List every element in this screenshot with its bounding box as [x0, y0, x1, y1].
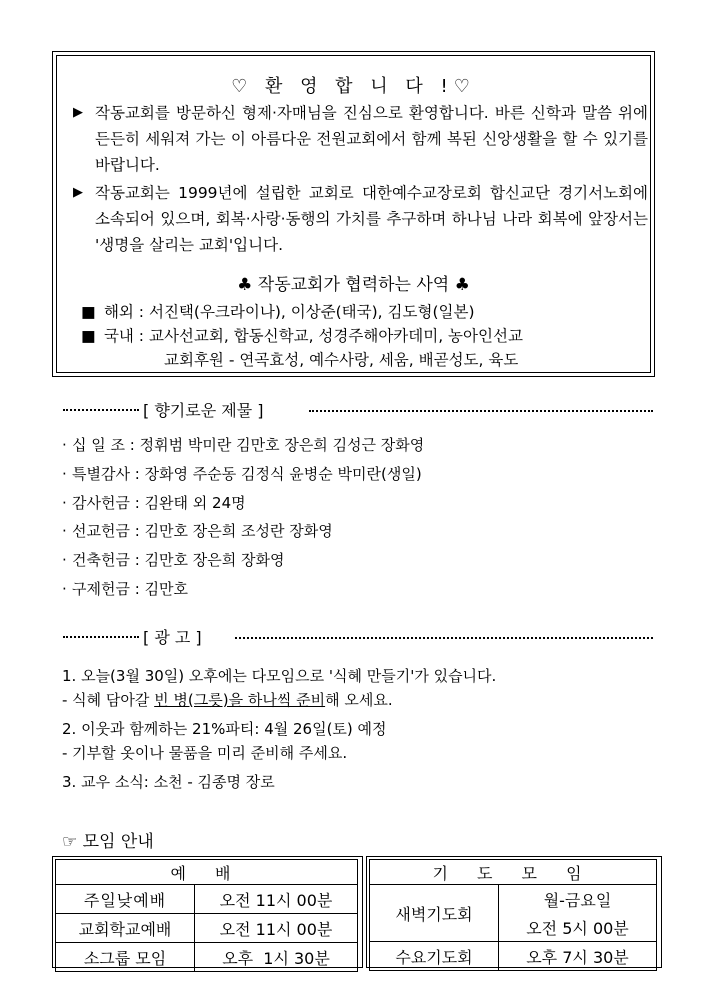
offering-label: 구제헌금 [72, 580, 130, 598]
announcement-1-detail [62, 688, 393, 712]
mission-domestic [81, 324, 523, 348]
worship-name: 주일낮예배 [56, 885, 195, 914]
offering-label: 선교헌금 [72, 522, 130, 540]
prayer-days: 월-금요일 [499, 885, 657, 914]
meetings-title: ☞ 모임 안내 [62, 832, 154, 852]
welcome-paragraph-2 [73, 180, 648, 258]
prayer-name: 수요기도회 [370, 942, 499, 971]
dotted-rule [63, 409, 139, 411]
announcement-1: 1. 오늘(3월 30일) 오후에는 다모임으로 '식혜 만들기'가 있습니다. [62, 667, 497, 685]
worship-header: 예 배 [56, 860, 358, 885]
offerings-header-label: [ 향기로운 제물 ] [143, 401, 264, 420]
offering-names: 장화영 주순동 김정식 윤병순 박미란(생일) [144, 465, 422, 483]
prayer-time: 오후 7시 30분 [499, 942, 657, 971]
offering-row: · 건축헌금 : 김만호 장은희 장화영 [62, 551, 285, 569]
dotted-rule [235, 637, 653, 639]
welcome-paragraph-1-text: 작동교회를 방문하신 형제·자매님을 진심으로 환영합니다. 바른 신학과 말씀 위에 든든히 세워져 가는 이 아름다운 전원교회에서 함께 복된 신앙생활을 할 수 있기를 바랍니다. [95, 104, 648, 174]
mission-overseas [81, 300, 475, 324]
prayer-name: 새벽기도회 [370, 885, 499, 942]
announcement-1-detail-post: 해 오세요. [325, 691, 393, 709]
square-bullet-icon: ■ [81, 303, 96, 321]
offering-row: · 선교헌금 : 김만호 장은희 조성란 장화영 [62, 522, 333, 540]
offering-names: 김완태 외 24명 [144, 494, 246, 512]
announcement-2: 2. 이웃과 함께하는 21%파티: 4월 26일(토) 예정 [62, 720, 387, 738]
mission-title: ♣ 작동교회가 협력하는 사역 ♣ [237, 275, 470, 295]
announcements-header [63, 628, 653, 648]
domestic-line-1: 교사선교회, 합동신학교, 성경주해아카데미, 농아인선교 [148, 327, 523, 345]
offering-row: · 감사헌금 : 김완태 외 24명 [62, 494, 246, 512]
worship-name: 교회학교예배 [56, 914, 195, 943]
dotted-rule [309, 410, 653, 412]
announcement-3: 3. 교우 소식: 소천 - 김종명 장로 [62, 773, 275, 791]
triangle-bullet-icon: ▶ [73, 105, 83, 120]
offering-label: 특별감사 [72, 465, 130, 483]
domestic-label: 국내 : [103, 327, 145, 345]
overseas-text: 서진택(우크라이나), 이상준(태국), 김도형(일본) [148, 303, 475, 321]
offering-label: 건축헌금 [72, 551, 130, 569]
prayer-time: 오전 5시 00분 [499, 913, 657, 942]
domestic-line-2: 교회후원 - 연곡효성, 예수사랑, 세움, 배곧성도, 육도 [164, 351, 519, 369]
worship-time: 오후 1시 30분 [195, 943, 358, 972]
offering-row: · 구제헌금 : 김만호 [62, 580, 189, 598]
welcome-box [52, 51, 655, 377]
offering-names: 김만호 장은희 조성란 장화영 [144, 522, 333, 540]
offering-names: 김만호 [144, 580, 189, 598]
welcome-inner-frame [56, 55, 651, 373]
worship-time: 오전 11시 00분 [195, 914, 358, 943]
worship-time: 오전 11시 00분 [195, 885, 358, 914]
offering-row: · 특별감사 : 장화영 주순동 김정식 윤병순 박미란(생일) [62, 465, 422, 483]
announcements-header-label: [ 광 고 ] [143, 628, 202, 647]
worship-name: 소그룹 모임 [56, 943, 195, 972]
announcement-1-detail-pre: - 식혜 담아갈 [62, 691, 155, 709]
announcement-1-detail-underlined: 빈 병(그릇)을 하나씩 준비 [154, 691, 326, 709]
square-bullet-icon: ■ [81, 327, 96, 345]
offerings-header [63, 401, 653, 421]
offering-label: 감사헌금 [72, 494, 130, 512]
worship-table [52, 856, 363, 968]
offering-row: · 십 일 조 : 정휘범 박미란 김만호 장은희 김성근 장화영 [62, 436, 425, 454]
welcome-title: ♡ 환 영 합 니 다 !♡ [231, 76, 476, 97]
announcement-2-detail: - 기부할 옷이나 물품을 미리 준비해 주세요. [62, 744, 348, 762]
welcome-paragraph-1 [73, 100, 648, 178]
prayer-table [366, 856, 662, 968]
triangle-bullet-icon: ▶ [73, 185, 83, 200]
prayer-header: 기 도 모 임 [370, 860, 657, 885]
overseas-label: 해외 : [103, 303, 145, 321]
offering-names: 정휘범 박미란 김만호 장은희 김성근 장화영 [139, 436, 425, 454]
offering-label: 십 일 조 [72, 436, 126, 454]
dotted-rule [63, 636, 139, 638]
welcome-paragraph-2-text: 작동교회는 1999년에 설립한 교회로 대한예수교장로회 합신교단 경기서노회에 소속되어 있으며, 회복·사랑·동행의 가치를 추구하며 하나님 나라 회복에 앞장서는 '생명을 살리는 교회'입니다. [95, 184, 648, 254]
offering-names: 김만호 장은희 장화영 [144, 551, 285, 569]
